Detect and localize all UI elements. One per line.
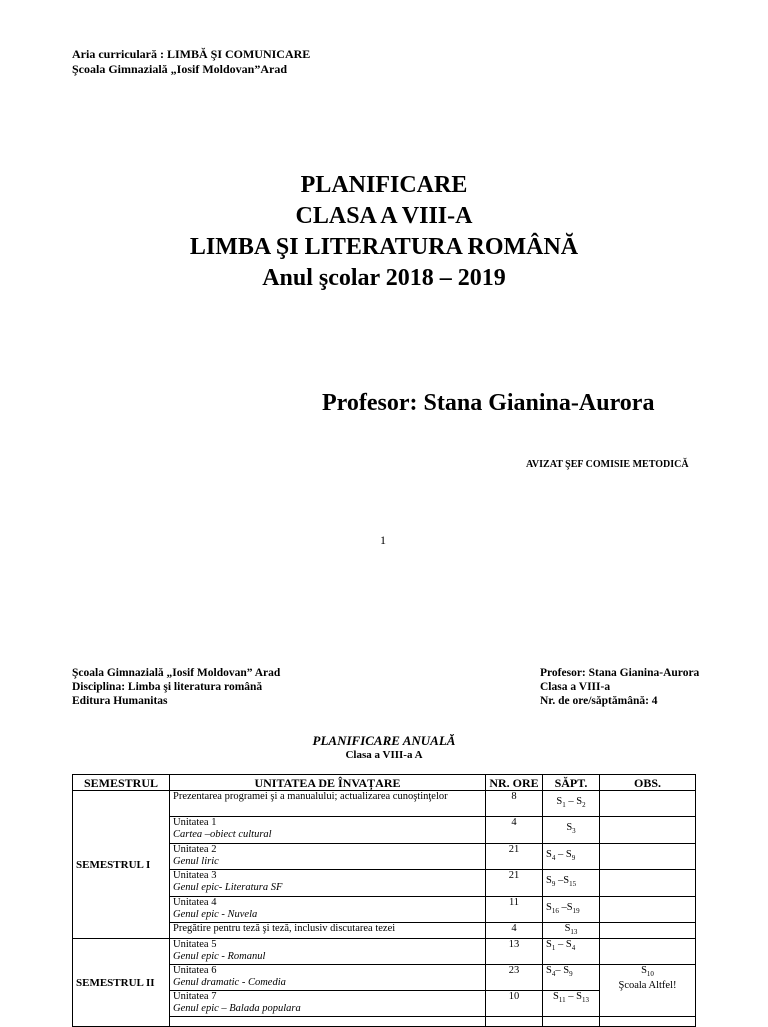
- unit-label: Unitatea 6: [173, 965, 217, 977]
- weeks-cell: [543, 1017, 600, 1027]
- curricular-area: Aria curriculară : LIMBĂ ŞI COMUNICARE: [72, 47, 311, 61]
- col-header-semester: SEMESTRUL: [73, 775, 170, 791]
- weeks-cell: $S_4-$ $S_9$: [543, 965, 600, 991]
- semester-1-cell: SEMESTRUL I: [73, 791, 170, 939]
- unit-cell: [170, 817, 486, 844]
- table-row: [73, 791, 696, 817]
- obs-cell: [600, 897, 696, 923]
- hours-cell: 23: [486, 965, 543, 991]
- obs-note: Şcoala Altfel!: [618, 980, 677, 992]
- weeks-cell: $S_1 - S_2$: [543, 791, 600, 817]
- info-teacher: Profesor: Stana Gianina-Aurora: [540, 667, 700, 679]
- page-number: 1: [380, 533, 386, 547]
- unit-genre: Genul epic – Balada populara: [173, 1003, 301, 1015]
- obs-cell: [600, 1017, 696, 1027]
- hours-cell: 21: [486, 844, 543, 870]
- plan-subtitle: Clasa a VIII-a A: [345, 749, 423, 761]
- obs-cell: [600, 791, 696, 817]
- weeks-cell: $S_{16}$ $-S_{19}$: [543, 897, 600, 923]
- hours-cell: 11: [486, 897, 543, 923]
- unit-cell: [170, 965, 486, 991]
- unit-cell: [170, 870, 486, 897]
- info-class: Clasa a VIII-a: [540, 681, 611, 693]
- col-header-obs: OBS.: [600, 775, 696, 791]
- weeks-cell: $S_{11} - S_{13}$: [543, 991, 600, 1017]
- annual-plan-table: [72, 774, 696, 1027]
- unit-genre: Genul epic - Romanul: [173, 951, 266, 963]
- weeks-cell: $S_1 - S_4$: [543, 939, 600, 965]
- table-row: [73, 939, 696, 965]
- col-header-hours: NR. ORE: [486, 775, 543, 791]
- unit-genre: Cartea –obiect cultural: [173, 829, 272, 840]
- info-school: Şcoala Gimnazială „Iosif Moldovan” Arad: [72, 667, 281, 679]
- unit-genre: Genul epic- Literatura SF: [173, 882, 283, 893]
- info-publisher: Editura Humanitas: [72, 695, 168, 707]
- unit-cell: [170, 991, 486, 1017]
- plan-title: PLANIFICARE ANUALĂ: [312, 733, 456, 748]
- unit-cell: [170, 939, 486, 965]
- document-title: [0, 170, 768, 294]
- obs-cell: $S_{10}$ Şcoala Altfel!: [600, 965, 696, 1017]
- unit-label: Unitatea 7: [173, 991, 217, 1003]
- unit-label: Unitatea 4: [173, 897, 217, 908]
- unit-cell: Prezentarea programei şi a manualului; actualizarea cunoştinţelor: [170, 791, 486, 817]
- hours-cell: 10: [486, 991, 543, 1017]
- school-name: Şcoala Gimnazială „Iosif Moldovan”Arad: [72, 62, 288, 76]
- approval-note: AVIZAT ŞEF COMISIE METODICĂ: [526, 459, 689, 470]
- hours-cell: 4: [486, 923, 543, 939]
- teacher-name: Profesor: Stana Gianina-Aurora: [322, 390, 655, 416]
- obs-cell: [600, 817, 696, 844]
- title-line: Anul şcolar 2018 – 2019: [262, 265, 506, 291]
- unit-genre: Genul dramatic - Comedia: [173, 977, 286, 989]
- weeks-cell: $S_9$ $-S_{15}$: [543, 870, 600, 897]
- weeks-cell: $S_4 - S_9$: [543, 844, 600, 870]
- unit-cell: [170, 1017, 486, 1027]
- semester-2-cell: SEMESTRUL II: [73, 939, 170, 1027]
- unit-label: Unitatea 1: [173, 817, 217, 828]
- table-header-row: [73, 775, 696, 791]
- unit-label: Unitatea 2: [173, 844, 217, 855]
- weeks-cell: $S_{13}$: [543, 923, 600, 939]
- hours-cell: 8: [486, 791, 543, 817]
- unit-cell: Pregătire pentru teză şi teză, inclusiv discutarea tezei: [170, 923, 486, 939]
- obs-cell: [600, 870, 696, 897]
- obs-cell: [600, 923, 696, 939]
- hours-cell: 13: [486, 939, 543, 965]
- col-header-unit: UNITATEA DE ÎNVAȚARE: [170, 775, 486, 791]
- info-hours-week: Nr. de ore/săptămână: 4: [540, 695, 658, 707]
- col-header-weeks: SĂPT.: [543, 775, 600, 791]
- hours-cell: [486, 1017, 543, 1027]
- unit-genre: Genul liric: [173, 856, 219, 867]
- unit-label: Unitatea 5: [173, 939, 217, 951]
- unit-label: Unitatea 3: [173, 870, 217, 881]
- weeks-cell: $S_3$: [543, 817, 600, 844]
- title-line: CLASA A VIII-A: [295, 203, 473, 229]
- hours-cell: 21: [486, 870, 543, 897]
- unit-genre: Genul epic - Nuvela: [173, 909, 258, 920]
- obs-cell: [600, 844, 696, 870]
- unit-cell: [170, 844, 486, 870]
- info-discipline: Disciplina: Limba şi literatura română: [72, 681, 263, 693]
- unit-cell: [170, 897, 486, 923]
- hours-cell: 4: [486, 817, 543, 844]
- obs-cell: [600, 939, 696, 965]
- title-line: LIMBA ŞI LITERATURA ROMÂNĂ: [189, 234, 579, 260]
- title-line: PLANIFICARE: [300, 172, 468, 198]
